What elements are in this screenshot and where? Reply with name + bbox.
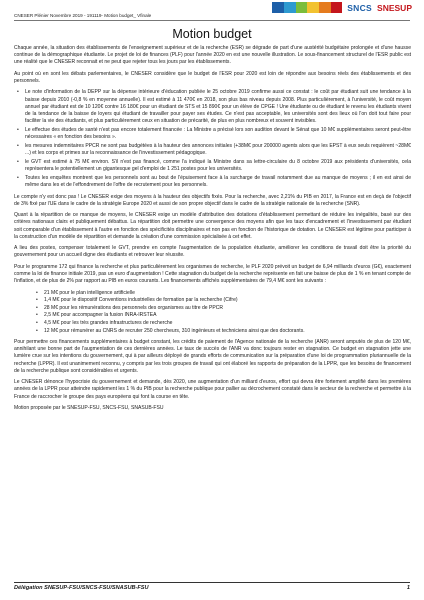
list-item: • les mesures indemnitaires PPCR ne sont pas budgétées à la hauteur des annonces initiales (+38M€ pour 200000 agents alors que les EPST à eux seuls requièrent ~28M€ ...) et les corps et primes sur la reconnaissance de l'investissement pédagogique. (14, 143, 411, 157)
logos (272, 2, 412, 13)
logo-stripe (307, 2, 319, 13)
snesup-logo: SNESUP (377, 3, 412, 13)
paragraph: Chaque année, la situation des établissements de l'enseignement supérieur et de la recherche (ESR) se dégrade de part d'une austérité budgétaire prolongée et d'une hausse continue de la démographique étudiante. Le projet de loi de finances (PLF) pour l'année 2020 en est une nouvelle illustration. Le sous-financement structurel de l'ESR public est une réalité que le CNESER reconnait et ne peut que rejeter tous les jours par les établissements. (14, 45, 411, 66)
paragraph: Pour le programme 172 qui finance la recherche et plus particulièrement les organismes de recherche, le PLF 2020 prévoit un budget de 6,94 milliards d'euros (G€), exactement comme la loi de finance initiale 2019, pas un euro d'augmentation ! Cette stagnation du budget de la recherche représente en fait une baisse de plus de 1 % en tenant compte de l'inflation, et de plus de 2% par rapport au PIB en euros courants. Les financements affichés supplémentaires de 79,4 M€ sont les suivants : (14, 263, 411, 285)
footer-delegation: Délégation SNESUP-FSU/SNCS-FSU/SNASUB-FSU (14, 585, 149, 591)
header-divider (14, 20, 410, 21)
logo-stripe (296, 2, 308, 13)
list-item: • 4,5 M€ pour les très grandes infrastructures de recherche (14, 320, 411, 327)
paragraph: A lieu des postes, compenser totalement le GVT, prendre en compte l'augmentation de la population étudiante, améliorer les conditions de travail doit être la priorité du gouvernement pour un accueil digne des étudiants et retrouver leur réussite. (14, 245, 411, 259)
list-item: • Toutes les enquêtes montrent que les personnels sont au bout de l'épuisement face à la surcharge de travail notamment due au manque de moyens ; il en est ainsi de même dans les et de l'effondrement de l'offre de recrutement pour les personnels. (14, 175, 411, 189)
list-item: • 28 M€ pour les rémunérations des personnels des organismes au titre de PPCR (14, 305, 411, 312)
list-item: • Le note d'information de la DEPP sur la dépense intérieure d'éducation publiée le 25 octobre 2019 confirme aussi ce constat : le coût par étudiant suit une tendance à la baisse depuis 2010 (-0,8 % en moyenne annuelle). Il est estimé à 11 470€ en 2018, son plus bas niveau depuis 2008. Plus particulièrement, à l'université, le coût moyen annuel par étudiant est de 10 120€ contre 16 180€ pour un étudiant de STS et 15 890€ pour un élève de CPGE ! Une étudiante ou de étudiant le revenu les étudiants vivent de la tendance de la baisse de loyers qui étudiant de travailler pour payer ses études. Ce n'est pas acceptable, les universités sont des lieux où l'on doit tout faire pour faciliter la vie des étudiants, et plus particulièrement ceux en situation de précarité, de plus en plus nombreux et souvent invisibles. (14, 89, 411, 125)
page-footer (14, 582, 410, 591)
motion-body (14, 45, 411, 416)
page-number: 1 (406, 585, 410, 591)
paragraph: Au point où en sont les débats parlementaires, le CNESER considère que le budget de l'ESR pour 2020 est loin de répondre aux besoins réels des établissements et des personnels. (14, 70, 411, 84)
list-item: • 12 M€ pour rémunérer au CNRS de recruter 250 chercheurs, 310 ingénieurs et techniciens ainsi que des doctorants. (14, 328, 411, 335)
sncs-logo: SNCS (347, 3, 373, 13)
logo-stripe (272, 2, 284, 13)
paragraph: Quant à la répartition de ce manque de moyens, le CNESER exige un modèle d'attribution des dotations d'établissement permettant de réduire les inégalités, basé sur des critères nationaux clairs et publiquement débattus. La répartition doit permettre une convergence des moyens afin que les taux d'encadrement et l'investissement par étudiant soit comparable d'un établissement à l'autre en fonction des spécificités disciplinaires et non pas en fonction de l'historique de dotation. Le CNESER est légitime pour participer à la construction d'un modèle de répartition et demande la création d'une commission spécialisée à cet effet. (14, 212, 411, 240)
paragraph: Le CNESER dénonce l'hypocrisie du gouvernement et demande, dès 2020, une augmentation d'un milliard d'euros, effort qui devra être fortement amplifié dans les premières années de la LPPR pour atteindre rapidement les 1 % du PIB pour la recherche publique pour pallier au décrochement constaté dans le secteur de la recherche et permettre à la France de raccrocher le groupe des pays européens qui font la course en tête. (14, 379, 411, 400)
list-item: • 2,5 M€ pour accompagner la fusion INRA-IRSTEA (14, 312, 411, 319)
page-header (0, 0, 424, 26)
list-item: • 1,4 M€ pour le dispositif Conventions industrielles de formation par la recherche (Cifre) (14, 297, 411, 304)
list-item: • 21 M€ pour le plan intelligence artificielle (14, 290, 411, 297)
paragraph: Pour permettre ces financements supplémentaires à budget constant, les crédits de paiement de l'Agence nationale de la recherche (ANR) seront amputés de plus de 120 M€, annihilant une bonne part de l'augmentation de ces dernières années. Le taux de succès de l'ANR va donc toujours rester en stagnation. Ce budget en stagnation jette une lumière crue sur les intentions du gouvernement, qui à par ailleurs déployé de grands efforts de communication sur la préparation d'une loi de programmation pluriannuelle de la recherche (LPPR). Il est unanimement reconnu, y compris par les trois groupes de travail qui ont élaboré les rapports de préparation de la LPPR, que les besoins de financement de la recherche publique sont considérables et urgents. (14, 338, 411, 374)
logo-stripe (284, 2, 296, 13)
motion-signature: Motion proposée par le SNESUP-FSU, SNCS-FSU, SNASUB-FSU (14, 404, 164, 411)
logo-stripe (319, 2, 331, 13)
bullet-list-funding (14, 290, 411, 335)
page-title: Motion budget (172, 27, 252, 41)
bullet-list-needs (14, 89, 411, 189)
logo-stripe (331, 2, 343, 13)
document-info: CNESER Plénier Novembre 2019 - 191119- Motion budget_ Vfinale (14, 13, 152, 18)
partner-logo-strip (272, 2, 342, 13)
list-item: • le GVT est estimé à 75 M€ environ. S'il n'est pas financé, comme l'a indiqué la Ministre dans sa lettre-circulaire du 8 octobre 2019 aux présidents d'universités, cela représentera le potentiellement un gigantesque gel d'emploi de 1 251 postes pour les universités. (14, 159, 411, 173)
paragraph: Le compte n'y est donc pas ! Le CNESER exige des moyens à la hauteur des objectifs fixés. Pour la recherche, avec 2,21% du PIB en 2017, la France est en deçà de l'objectif de 3% fixé par l'UE dans le cadre de la stratégie Europe 2020 et aussi de son propre objectif dans le cadre de la stratégie nationale de la recherche (SNR). (14, 193, 411, 207)
list-item: • Le effectue des études de santé n'est pas encore totalement financée : La Ministre a précisé lors son audition devant le Sénat que 10 M€ supplémentaires seront peut-être nécessaires « en fonction des besoins ». (14, 127, 411, 141)
